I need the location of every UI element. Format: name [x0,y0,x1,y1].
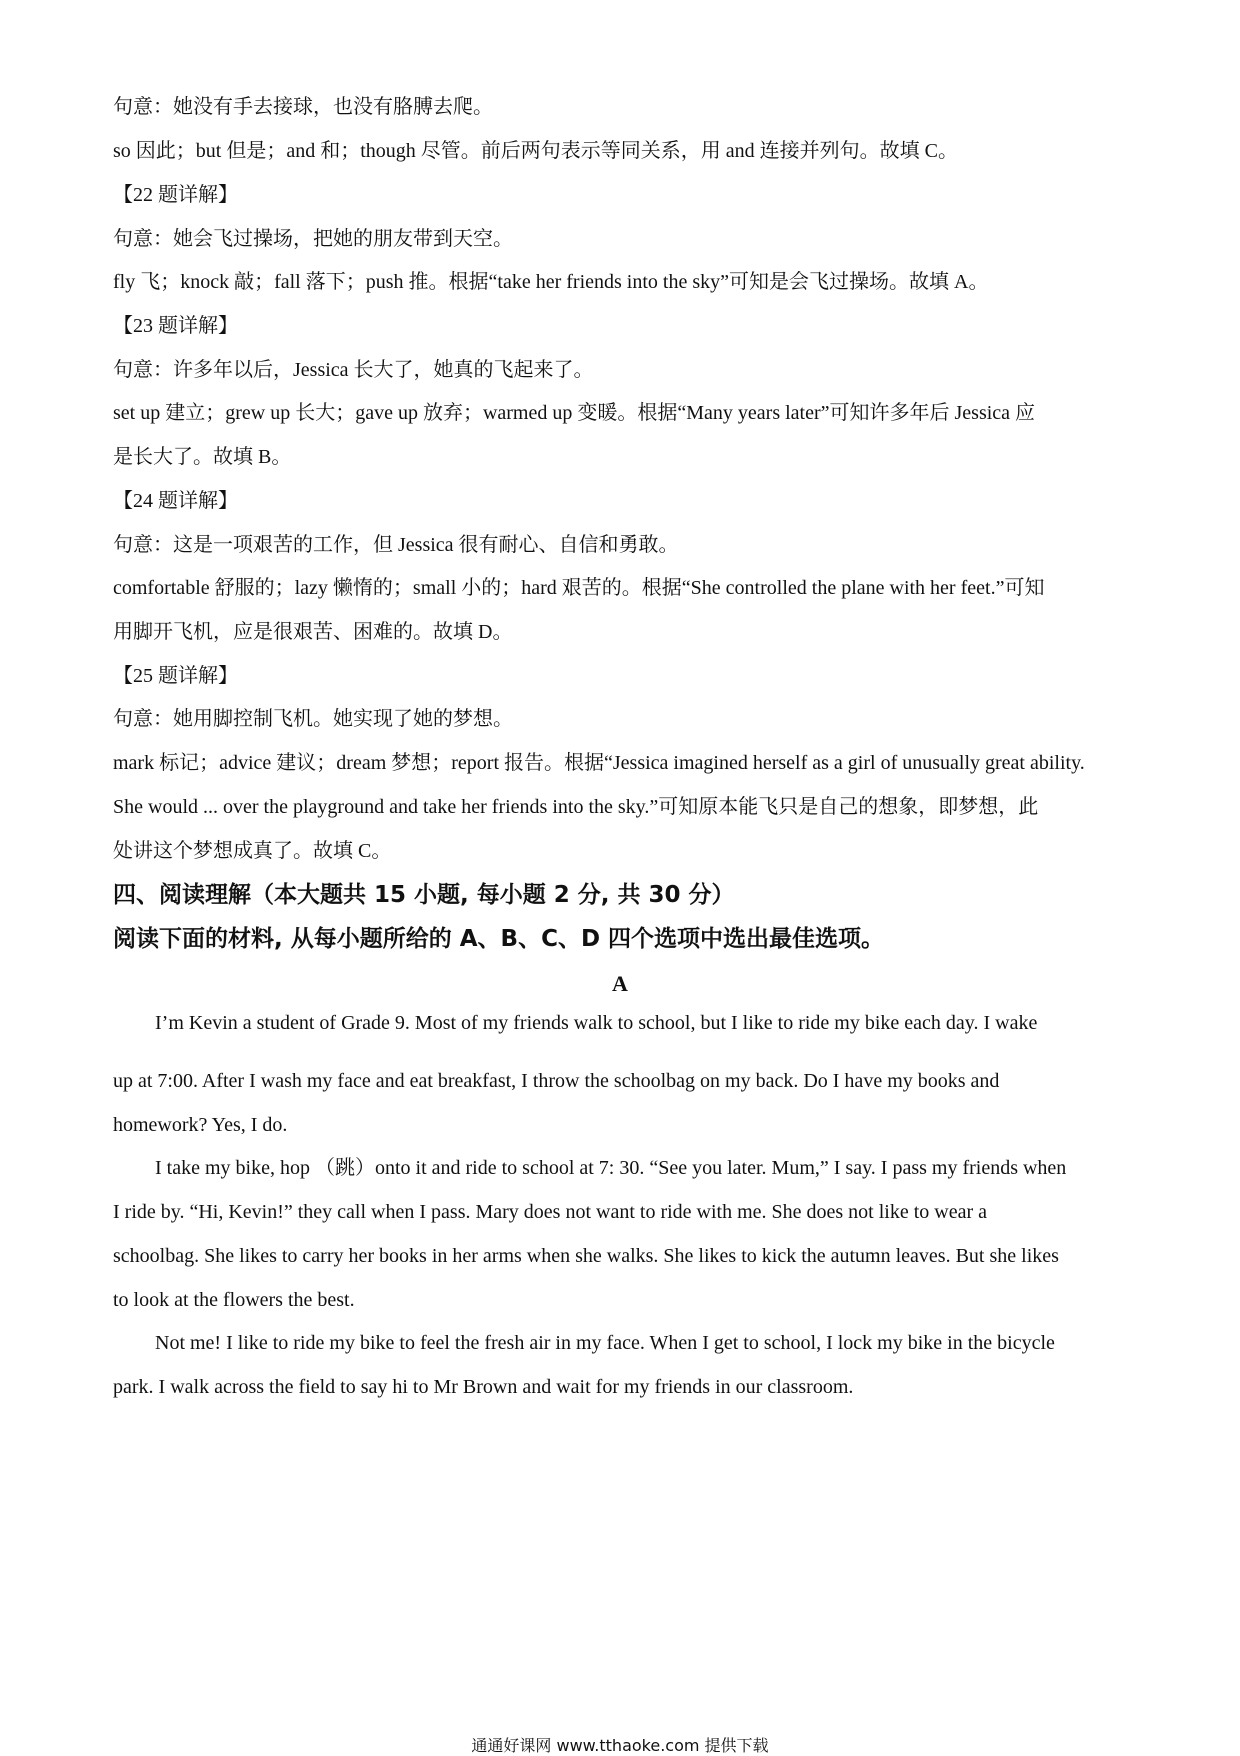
passage-line: homework? Yes, I do. [113,1114,288,1136]
question-heading: 【23 题详解】 [113,315,238,337]
question-heading: 【24 题详解】 [113,490,238,512]
section-title: 四、阅读理解（本大题共 15 小题, 每小题 2 分, 共 30 分） [113,882,735,908]
passage-line: I ride by. “Hi, Kevin!” they call when I pass. Mary does not want to ride with me. She does not like to wear a [113,1201,988,1223]
page-footer: 通通好课网 www.tthaoke.com 提供下载 [471,1736,769,1755]
passage-line: park. I walk across the field to say hi to Mr Brown and wait for my friends in our classroom. [113,1376,854,1398]
answer-text: mark 标记；advice 建议；dream 梦想；report 报告。根据“Jessica imagined herself as a girl of unusually great ability. [113,752,1085,774]
answer-text: 用脚开飞机，应是很艰苦、困难的。故填 D。 [113,621,513,643]
answer-text: 句意：她没有手去接球，也没有胳膊去爬。 [113,96,493,118]
passage-line: to look at the flowers the best. [113,1289,355,1311]
answer-text: 处讲这个梦想成真了。故填 C。 [113,840,392,862]
answer-text: comfortable 舒服的；lazy 懒惰的；small 小的；hard 艰苦的。根据“She controlled the plane with her feet.”可知 [113,577,1045,599]
passage-line: I’m Kevin a student of Grade 9. Most of my friends walk to school, but I like to ride my bike each day. I wake [155,1012,1038,1034]
passage-label: A [612,971,628,996]
answer-text: She would ... over the playground and take her friends into the sky.”可知原本能飞只是自己的想象，即梦想，此 [113,796,1039,818]
answer-text: 句意：她会飞过操场，把她的朋友带到天空。 [113,228,513,250]
answer-text: so 因此；but 但是；and 和；though 尽管。前后两句表示等同关系，用 and 连接并列句。故填 C。 [113,140,958,162]
passage-line: up at 7:00. After I wash my face and eat breakfast, I throw the schoolbag on my back. Do I have my books and [113,1070,1000,1092]
section-instruction: 阅读下面的材料, 从每小题所给的 A、B、C、D 四个选项中选出最佳选项。 [113,926,885,952]
answer-text: set up 建立；grew up 长大；gave up 放弃；warmed up 变暖。根据“Many years later”可知许多年后 Jessica 应 [113,402,1036,424]
answer-text: 句意：她用脚控制飞机。她实现了她的梦想。 [113,708,513,730]
passage-line: I take my bike, hop （跳）onto it and ride to school at 7: 30. “See you later. Mum,” I say. I pass my friends when [155,1157,1067,1179]
answer-text: 是长大了。故填 B。 [113,446,292,468]
answer-text: fly 飞；knock 敲；fall 落下；push 推。根据“take her friends into the sky”可知是会飞过操场。故填 A。 [113,271,989,293]
question-heading: 【22 题详解】 [113,184,238,206]
answer-text: 句意：许多年以后，Jessica 长大了，她真的飞起来了。 [113,359,594,381]
question-heading: 【25 题详解】 [113,665,238,687]
passage-line: Not me! I like to ride my bike to feel the fresh air in my face. When I get to school, I lock my bike in the bicycle [155,1332,1055,1354]
answer-text: 句意：这是一项艰苦的工作，但 Jessica 很有耐心、自信和勇敢。 [113,534,679,556]
passage-line: schoolbag. She likes to carry her books in her arms when she walks. She likes to kick the autumn leaves. But she likes [113,1245,1059,1267]
